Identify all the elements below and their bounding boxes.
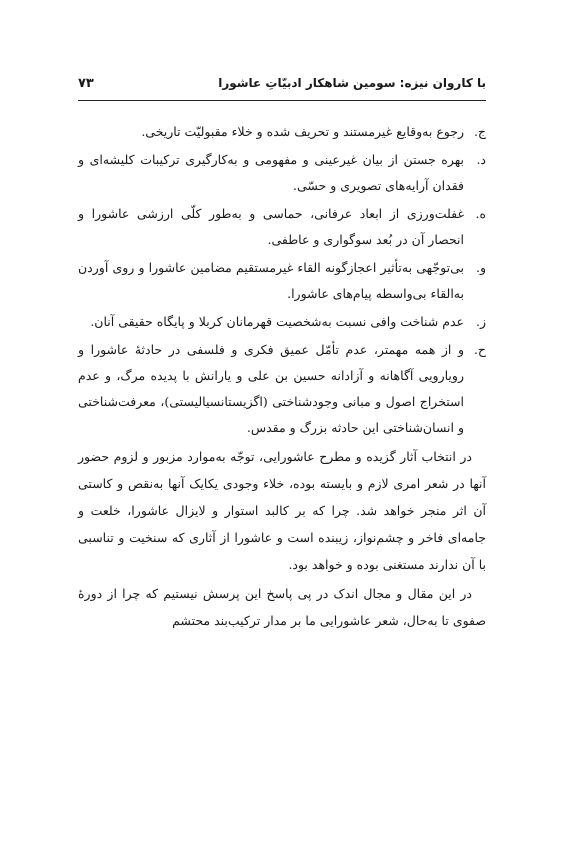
- list-item-text: غفلت‌ورزی از ابعاد عرفانی، حماسی و به‌طور کلّی ارزشی عاشورا و انحصار آن در بُعد سوگواری و عاطفی.: [78, 206, 464, 247]
- body-paragraph: در انتخاب آثار گزیده و مطرح عاشورایی، توجّه به‌موارد مزبور و لزوم حضور آنها در شعر امری لازم و بایسته بوده، خلاء وجودی یکایک آنها به‌نقص و کاستی آن اثر منجر خواهد شد. چرا که بر کالبد استوار و لایزال عاشورا، خلعت و جامه‌ای فاخر و چشم‌نواز، زیبنده است و عاشورا از آثاری که سنخیت و تناسبی با آن ندارند مستغنی بوده و خواهد بود.: [78, 449, 486, 572]
- page-number: ۷۳: [78, 75, 94, 91]
- list-item-text: رجوع به‌وقایع غیرمستند و تحریف شده و خلاء مقبولیّت تاریخی.: [141, 124, 464, 139]
- list-marker: ح.: [473, 342, 486, 357]
- list-marker: د.: [476, 152, 486, 167]
- body-paragraph: در این مقال و مجال اندک در پی پاسخ این پرسش نیستیم که چرا از دورهٔ صفوی تا به‌حال، شعر عاشورایی ما بر مدار ترکیب‌بند محتشم: [78, 586, 486, 628]
- list-item-text: بهره جستن از بیان غیرعینی و مفهومی و به‌کارگیری ترکیبات کلیشه‌ای و فقدان آرایه‌های تصویری و حسّی.: [78, 152, 464, 193]
- list-item: [78, 201, 486, 253]
- list-item: [78, 337, 486, 441]
- list-marker: ج.: [473, 124, 486, 139]
- page: [78, 70, 486, 634]
- list-item: [78, 255, 486, 307]
- list-item-text: عدم شناخت وافی نسبت به‌شخصیت قهرمانان کربلا و پایگاه حقیقی آنان.: [90, 314, 464, 329]
- running-header: [78, 70, 486, 101]
- list-marker: و.: [475, 260, 486, 275]
- list-item-text: بی‌توجّهی به‌تأثیر اعجازگونه القاء غیرمستقیم مضامین عاشورا و روی آوردن به‌القاء بی‌واسطه پیام‌های عاشورا.: [78, 260, 464, 301]
- list-marker: ه.: [475, 206, 486, 221]
- list-item: [78, 147, 486, 199]
- list-item: [78, 309, 486, 335]
- list-item: [78, 119, 486, 145]
- list-marker: ز.: [475, 314, 486, 329]
- critique-list: [78, 119, 486, 441]
- list-item-text: و از همه مهمتر، عدم تأمّل عمیق فکری و فلسفی در حادثهٔ عاشورا و رویارویی آگاهانه و آزادانه حسین بن علی و یارانش با پدیده مرگ، و عدم استخراج اصول و مبانی وجودشناختی (اگزیستانسیالیستی)، معرفت‌شناختی و انسان‌شناختی این حادثه بزرگ و مقدس.: [78, 342, 464, 435]
- running-title: با کاروان نیزه: سومین شاهکار ادبیّاتِ عاشورا: [218, 76, 486, 90]
